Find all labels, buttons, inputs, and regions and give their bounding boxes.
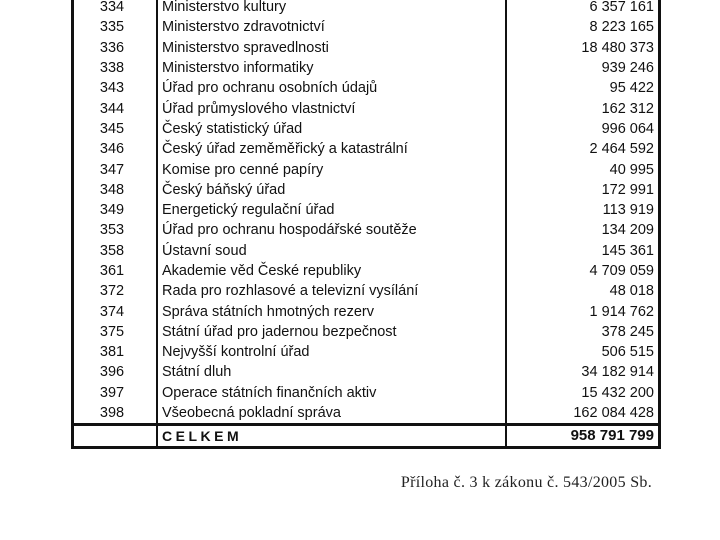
table-body (74, 0, 658, 425)
amount: 8 223 165 (589, 19, 654, 36)
table-row (74, 78, 658, 98)
amount: 134 209 (601, 222, 654, 239)
chapter-code: 353 (99, 222, 125, 239)
institution-name: Operace státních finančních aktiv (157, 383, 506, 403)
amount: 6 357 161 (589, 0, 654, 16)
table-row (74, 180, 658, 200)
table-row (74, 17, 658, 37)
table-row (74, 0, 658, 17)
amount: 939 246 (601, 60, 654, 77)
amount: 145 361 (601, 242, 654, 259)
chapter-code: 346 (99, 141, 125, 158)
table-row (74, 139, 658, 159)
budget-table (71, 0, 661, 449)
institution-name: Ministerstvo zdravotnictví (157, 17, 506, 37)
institution-name: Komise pro cenné papíry (157, 159, 506, 179)
amount: 378 245 (601, 323, 654, 340)
table-row (74, 322, 658, 342)
table-row (74, 200, 658, 220)
amount: 15 432 200 (581, 384, 654, 401)
chapter-code: 343 (99, 80, 125, 97)
chapter-code: 358 (99, 242, 125, 259)
amount: 2 464 592 (589, 141, 654, 158)
chapter-code: 372 (99, 283, 125, 300)
table-row (74, 403, 658, 425)
amount: 172 991 (601, 181, 654, 198)
chapter-code: 334 (99, 0, 125, 16)
chapter-code: 344 (99, 100, 125, 117)
institution-name: Ministerstvo informatiky (157, 58, 506, 78)
institution-name: Všeobecná pokladní správa (157, 403, 506, 425)
table-row (74, 383, 658, 403)
chapter-code: 397 (99, 384, 125, 401)
institution-name: Správa státních hmotných rezerv (157, 301, 506, 321)
institution-name: Český úřad zeměměřický a katastrální (157, 139, 506, 159)
total-code-cell (74, 425, 157, 447)
institution-name: Úřad průmyslového vlastnictví (157, 98, 506, 118)
institution-name: Ministerstvo spravedlnosti (157, 38, 506, 58)
amount: 40 995 (609, 161, 654, 178)
table-row (74, 261, 658, 281)
table-row (74, 98, 658, 118)
total-amount: 958 791 799 (506, 425, 658, 447)
total-label: CELKEM (157, 425, 506, 447)
table-row (74, 301, 658, 321)
chapter-code: 347 (99, 161, 125, 178)
chapter-code: 361 (99, 263, 125, 279)
chapter-code: 375 (99, 323, 125, 340)
institution-name: Akademie věd České republiky (157, 261, 506, 281)
institution-name: Státní úřad pro jadernou bezpečnost (157, 322, 506, 342)
amount: 1 914 762 (589, 303, 654, 320)
institution-name: Nejvyšší kontrolní úřad (157, 342, 506, 362)
table-row (74, 38, 658, 58)
institution-name: Ministerstvo kultury (157, 0, 506, 17)
institution-name: Úřad pro ochranu osobních údajů (157, 78, 506, 98)
chapter-code: 338 (99, 60, 125, 77)
budget-table-grid (74, 0, 658, 446)
table-row (74, 220, 658, 240)
document-caption: Příloha č. 3 k zákonu č. 543/2005 Sb. (400, 474, 652, 491)
chapter-code: 374 (99, 303, 125, 320)
institution-name: Český statistický úřad (157, 119, 506, 139)
amount: 162 312 (601, 100, 654, 117)
amount: 113 919 (602, 202, 654, 219)
table-row (74, 58, 658, 78)
chapter-code: 349 (99, 202, 125, 219)
chapter-code: 345 (99, 120, 125, 137)
institution-name: Rada pro rozhlasové a televizní vysílání (157, 281, 506, 301)
amount: 996 064 (601, 120, 654, 137)
table-row (74, 159, 658, 179)
institution-name: Úřad pro ochranu hospodářské soutěže (157, 220, 506, 240)
table-row (74, 119, 658, 139)
chapter-code: 336 (99, 39, 125, 56)
chapter-code: 396 (99, 364, 125, 381)
amount: 506 515 (601, 344, 654, 361)
chapter-code: 398 (99, 405, 125, 422)
amount: 4 709 059 (589, 263, 654, 279)
institution-name: Energetický regulační úřad (157, 200, 506, 220)
amount: 162 084 428 (573, 405, 654, 422)
chapter-code: 348 (99, 181, 125, 198)
chapter-code: 381 (99, 344, 125, 361)
total-row (74, 425, 658, 447)
institution-name: Ústavní soud (157, 241, 506, 261)
institution-name: Český báňský úřad (157, 180, 506, 200)
table-row (74, 342, 658, 362)
amount: 18 480 373 (581, 39, 654, 56)
table-row (74, 241, 658, 261)
amount: 95 422 (609, 80, 654, 97)
table-row (74, 362, 658, 382)
table-row (74, 281, 658, 301)
institution-name: Státní dluh (157, 362, 506, 382)
amount: 34 182 914 (581, 364, 654, 381)
amount: 48 018 (609, 283, 654, 300)
chapter-code: 335 (99, 19, 125, 36)
